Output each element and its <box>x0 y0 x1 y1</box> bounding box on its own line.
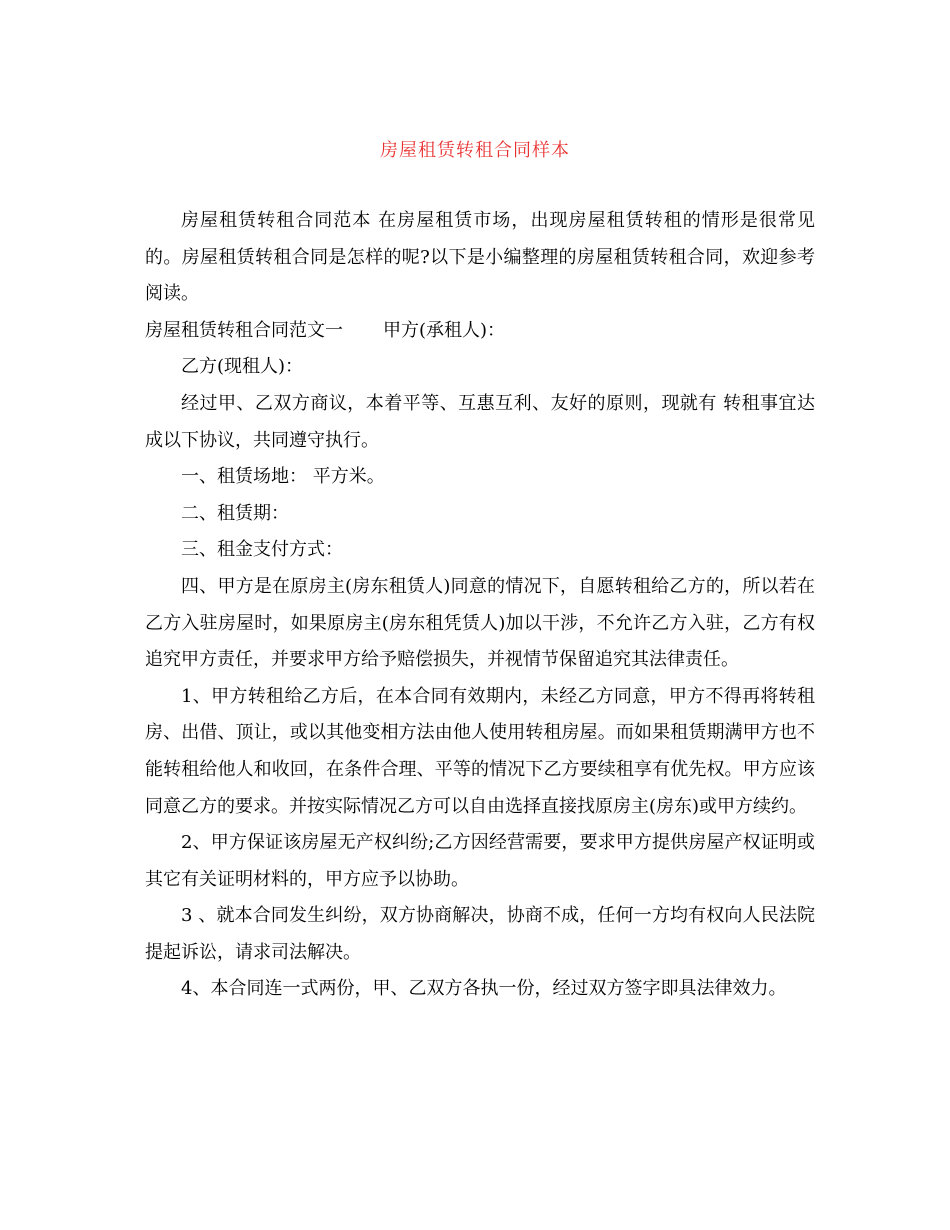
clause-term: 二、租赁期： <box>181 502 289 524</box>
clause-1: 1、甲方转租给乙方后，在本合同有效期内，未经乙方同意，甲方不得再将转租房、出借、顶让，或以其他变相方法由他人使用转租房屋。而如果租赁期满甲方也不能转租给他人和收回，在条件合理、平等的情况下乙方要续租享有优先权。甲方应该同意乙方的要求。并按实际情况乙方可以自由选择直接找原房主(房东)或甲方续约。 <box>145 685 815 817</box>
clause-4: 4、本合同连一式两份，甲、乙双方各执一份，经过双方签字即具法律效力。 <box>181 978 787 1000</box>
document-body <box>145 203 815 1008</box>
agreement-preamble: 经过甲、乙双方商议，本着平等、互惠互利、友好的原则，现就有 转租事宜达成以下协议，共同遵守执行。 <box>145 392 815 451</box>
document-title: 房屋租赁转租合同样本 <box>380 140 570 161</box>
section-heading-line <box>145 313 815 350</box>
section-heading: 房屋租赁转租合同范文一 <box>145 319 343 341</box>
intro-paragraph: 房屋租赁转租合同范本 在房屋租赁市场，出现房屋租赁转租的情形是很常见的。房屋租赁转租合同是怎样的呢?以下是小编整理的房屋租赁转租合同，欢迎参考阅读。 <box>145 210 815 305</box>
clause-area: 一、租赁场地： 平方米。 <box>181 466 385 488</box>
clause-3: 3 、就本合同发生纠纷，双方协商解决，协商不成，任何一方均有权向人民法院提起诉讼，请求司法解决。 <box>145 905 815 963</box>
clause-payment: 三、租金支付方式： <box>181 539 343 561</box>
party-a-label: 甲方(承租人)： <box>383 319 506 341</box>
party-b-label: 乙方(现租人)： <box>181 356 304 378</box>
clause-consent: 四、甲方是在原房主(房东租赁人)同意的情况下，自愿转租给乙方的，所以若在乙方入驻房屋时，如果原房主(房东租凭赁人)加以干涉，不允许乙方入驻，乙方有权追究甲方责任，并要求甲方给予赔偿损失，并视情节保留追究其法律责任。 <box>145 575 815 671</box>
clause-2: 2、甲方保证该房屋无产权纠纷;乙方因经营需要，要求甲方提供房屋产权证明或其它有关证明材料的，甲方应予以协助。 <box>145 832 815 890</box>
